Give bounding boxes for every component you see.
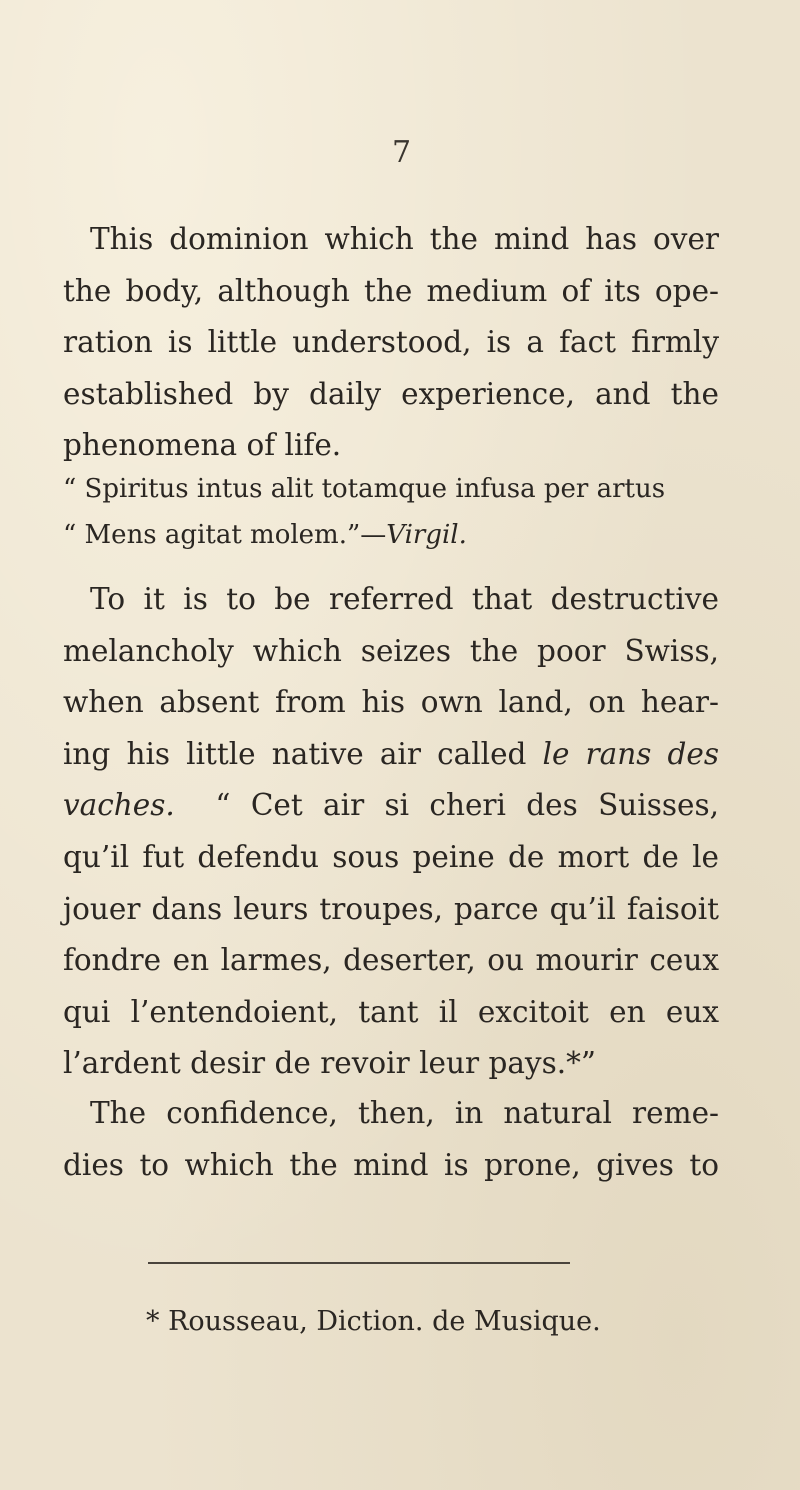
text-line: jouer dans leurs troupes, parce qu’il faisoit xyxy=(63,891,719,926)
quote-author: Virgil. xyxy=(386,520,467,550)
text-line: To it is to be referred that destructive xyxy=(90,582,719,616)
italic-phrase: le rans des xyxy=(542,736,719,771)
text-line: melancholy which seizes the poor Swiss, xyxy=(63,633,719,668)
text-line: when absent from his own land, on hear- xyxy=(63,685,719,720)
footnote: * Rousseau, Diction. de Musique. xyxy=(146,1306,601,1337)
text-line: l’ardent desir de revoir leur pays.*” xyxy=(63,1046,596,1081)
text-line: fondre en larmes, deserter, ou mourir ceux xyxy=(63,943,719,978)
text-line: ration is little understood, is a fact firmly xyxy=(63,325,719,360)
quote-line xyxy=(63,512,703,558)
footnote-divider xyxy=(148,1262,570,1264)
text-line: established by daily experience, and the xyxy=(63,376,719,411)
virgil-quote xyxy=(63,466,703,558)
line-text: “ Cet air si cheri des Suisses, xyxy=(174,788,719,823)
paragraph-confidence xyxy=(63,1088,719,1191)
text-line: The confidence, then, in natural reme- xyxy=(90,1096,719,1130)
line-text: ing his little native air called xyxy=(63,736,543,771)
paragraph-melancholy xyxy=(63,574,719,1090)
text-line: dies to which the mind is prone, gives to xyxy=(63,1147,719,1182)
quote-line: “ Spiritus intus alit totamque infusa per artus xyxy=(63,474,666,504)
text-line: qui l’entendoient, tant il excitoit en eux xyxy=(63,994,719,1029)
page-number: 7 xyxy=(392,135,412,170)
italic-phrase: vaches. xyxy=(63,788,175,823)
text-line: phenomena of life. xyxy=(63,428,342,463)
text-line xyxy=(63,780,719,832)
text-line: qu’il fut defendu sous peine de mort de le xyxy=(63,839,719,874)
text-line xyxy=(63,729,719,781)
paragraph-dominion xyxy=(63,214,719,472)
text-line: the body, although the medium of its ope- xyxy=(63,273,719,308)
text-line: This dominion which the mind has over xyxy=(90,222,719,256)
quote-text: “ Mens agitat molem.”— xyxy=(63,520,387,550)
